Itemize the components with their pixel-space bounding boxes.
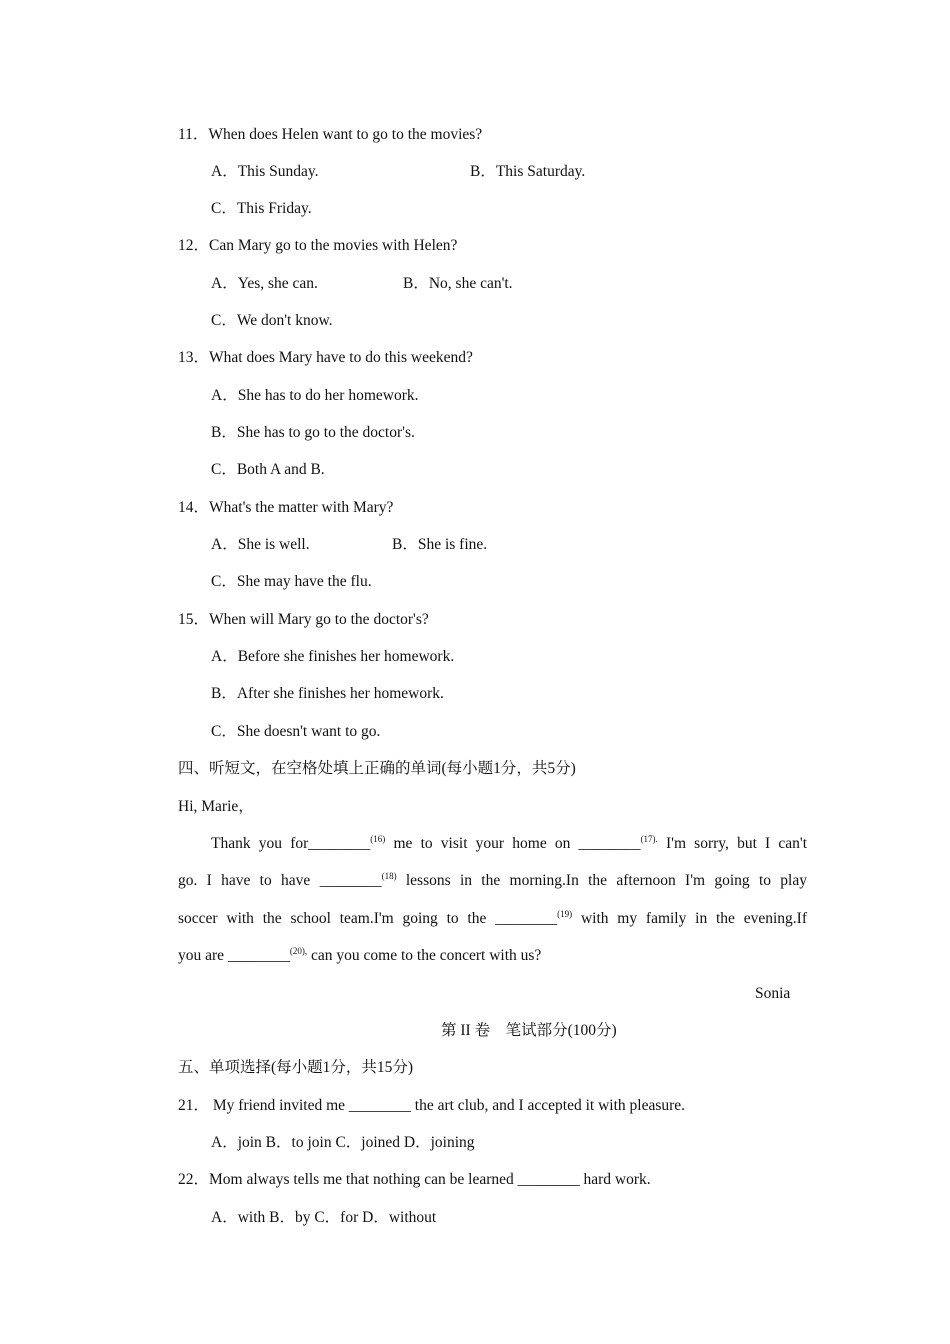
question-11-option-c: C．This Friday. (211, 200, 312, 217)
question-12-stem: 12．Can Mary go to the movies with Helen? (178, 237, 458, 254)
letter-text: soccer with the school team.I'm going to the ________ (178, 910, 558, 927)
letter-line-3 (178, 909, 807, 929)
letter-line-1 (178, 834, 807, 854)
letter-text: Thank you for________ (211, 835, 371, 852)
question-11-stem: 11．When does Helen want to go to the movies? (178, 126, 483, 143)
question-11-option-b: B．This Saturday. (470, 163, 586, 180)
letter-text: can you come to the concert with us? (307, 947, 542, 964)
letter-text: go. I have to have ________ (178, 872, 382, 889)
question-15-option-a: A．Before she finishes her homework. (211, 648, 455, 665)
question-14-option-c: C．She may have the flu. (211, 573, 372, 590)
question-14-stem: 14．What's the matter with Mary? (178, 499, 394, 516)
letter-signature: Sonia (755, 985, 791, 1002)
question-12-option-c: C．We don't know. (211, 312, 333, 329)
section-5-heading: 五、单项选择(每小题1分，共15分) (178, 1059, 414, 1076)
question-13-option-c: C．Both A and B. (211, 461, 325, 478)
question-22-options: A．with B．by C．for D．without (211, 1209, 437, 1226)
letter-text: I'm sorry, but I can't (657, 835, 808, 852)
blank-number-17: (17). (640, 833, 658, 844)
letter-text: me to visit your home on ________ (385, 835, 641, 852)
question-15-option-c: C．She doesn't want to go. (211, 723, 381, 740)
question-22-stem: 22．Mom always tells me that nothing can be learned ________ hard work. (178, 1171, 651, 1188)
question-14-option-a: A．She is well. (211, 536, 310, 553)
question-21-options: A．join B．to join C．joined D．joining (211, 1134, 475, 1151)
letter-text: lessons in the morning.In the afternoon I'm going to play (396, 872, 807, 889)
blank-number-20: (20), (289, 945, 308, 956)
letter-text: you are ________ (178, 947, 290, 964)
blank-number-18: (18) (381, 870, 397, 881)
letter-text: with my family in the evening.If (572, 910, 807, 927)
question-21-stem: 21． My friend invited me ________ the art club, and I accepted it with pleasure. (178, 1097, 686, 1114)
question-13-option-b: B．She has to go to the doctor's. (211, 424, 415, 441)
question-14-option-b: B．She is fine. (392, 536, 488, 553)
question-15-option-b: B．After she finishes her homework. (211, 685, 444, 702)
blank-number-19: (19) (557, 908, 573, 919)
section-4-heading: 四、听短文，在空格处填上正确的单词(每小题1分，共5分) (178, 760, 576, 777)
part-2-title: 第 II 卷 笔试部分(100分) (441, 1022, 617, 1039)
question-15-stem: 15．When will Mary go to the doctor's? (178, 611, 429, 628)
letter-line-2 (178, 871, 807, 891)
letter-line-4 (178, 946, 541, 966)
question-13-option-a: A．She has to do her homework. (211, 387, 419, 404)
question-12-option-b: B．No, she can't. (403, 275, 513, 292)
blank-number-16: (16) (370, 833, 386, 844)
letter-greeting: Hi, Marie， (178, 798, 254, 815)
question-13-stem: 13．What does Mary have to do this weekend? (178, 349, 473, 366)
question-11-option-a: A．This Sunday. (211, 163, 319, 180)
question-12-option-a: A．Yes, she can. (211, 275, 318, 292)
